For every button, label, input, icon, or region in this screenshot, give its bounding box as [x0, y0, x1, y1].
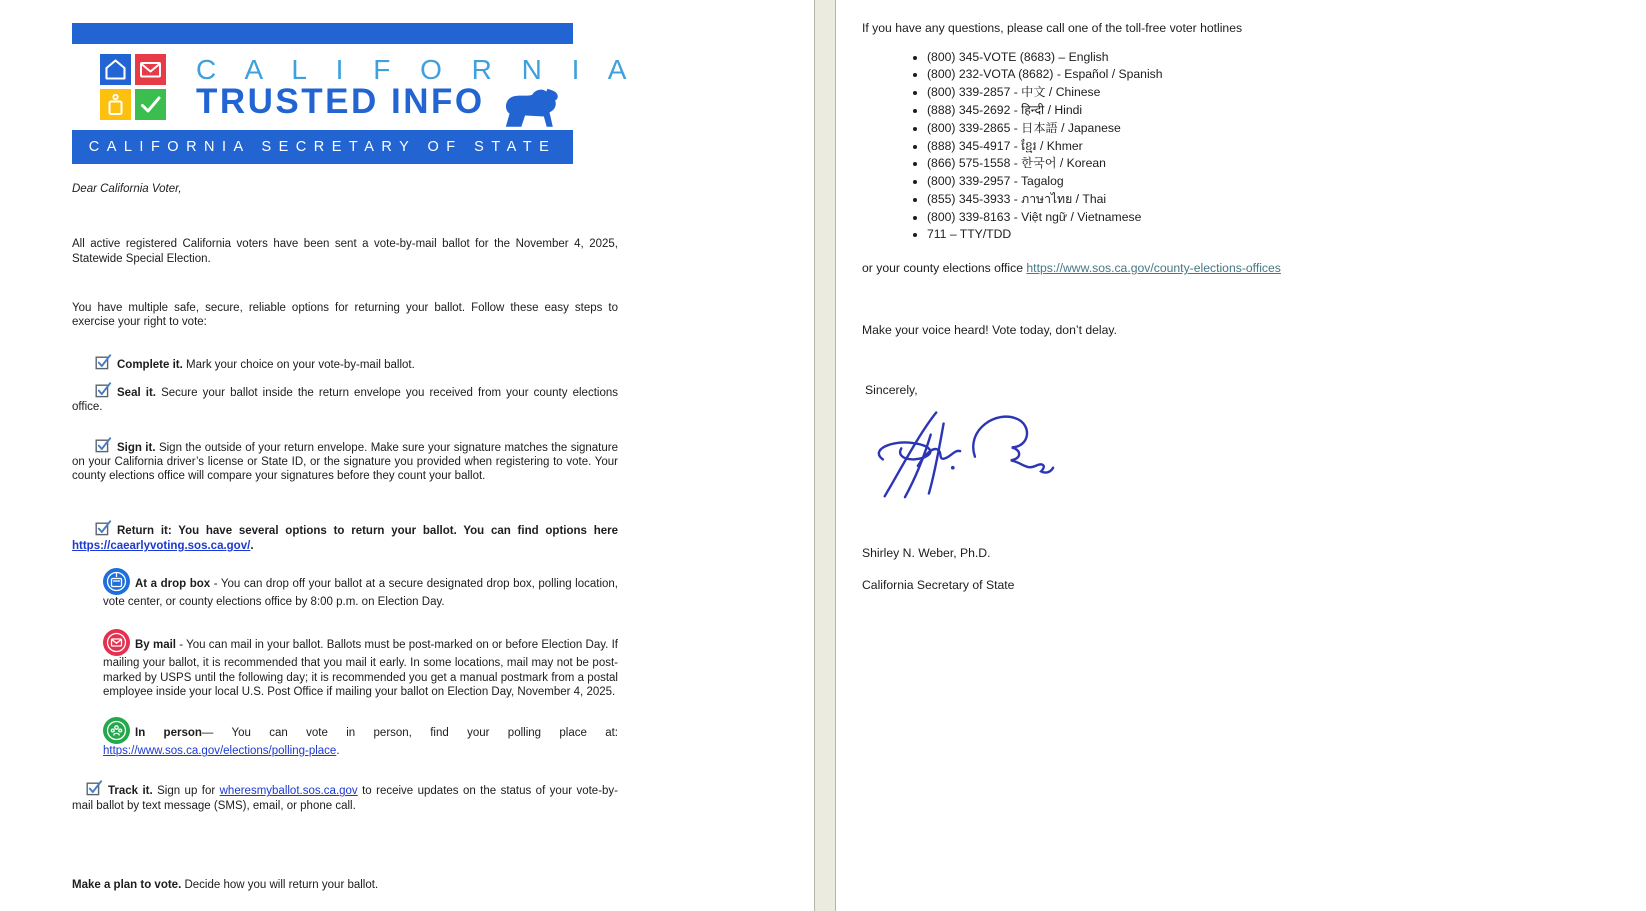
step-text: Mark your choice on your vote-by-mail ballot.	[182, 358, 415, 371]
trusted-info-logo	[72, 23, 638, 164]
county-elections-line	[862, 261, 1461, 276]
polling-place-link[interactable]: https://www.sos.ca.gov/elections/polling-place	[103, 745, 337, 758]
hotline-item: • (800) 339-8163 - Việt ngữ / Vietnamese	[927, 210, 1461, 225]
step-complete-it	[72, 354, 618, 372]
option-sep: —	[201, 727, 232, 740]
signer-title: California Secretary of State	[862, 577, 1015, 592]
hotline-item: • (866) 575-1558 - 한국어 / Korean	[927, 156, 1461, 171]
option-by-mail	[103, 629, 618, 699]
step-return-it	[72, 520, 618, 553]
option-sep: -	[210, 578, 221, 590]
signer-name: Shirley N. Weber, Ph.D.	[862, 546, 991, 561]
paragraph-options-intro: You have multiple safe, secure, reliable options for returning your ballot. Follow these easy steps to exercise your right to vote:	[72, 302, 618, 329]
letter-page-1	[0, 0, 814, 911]
drop-box-icon	[103, 568, 130, 595]
closing-rest: Decide how you will return your ballot.	[181, 879, 379, 892]
paragraph-ballot-sent: All active registered California voters have been sent a vote-by-mail ballot for the November 4, 2025, Statewide Special Election.	[72, 238, 618, 265]
step-title: Return it: You have several options to return your ballot. You can find options here	[117, 525, 618, 538]
checkbox-check-icon	[95, 354, 112, 370]
option-text: You can vote in person, find your polling place at:	[231, 727, 618, 740]
wheresmyballot-link[interactable]: wheresmyballot.sos.ca.gov	[219, 785, 358, 798]
after-link-period: .	[250, 539, 254, 552]
salutation: Dear California Voter,	[72, 183, 182, 196]
step-text: Secure your ballot inside the return envelope you received from your county elections office.	[72, 386, 618, 414]
ballot-box-icon	[100, 89, 131, 120]
hotline-item: • (888) 345-2692 - हिन्दी / Hindi	[927, 103, 1461, 118]
hotline-item: • (800) 339-2865 - 日本語 / Japanese	[927, 121, 1461, 136]
after-link-period: .	[336, 745, 340, 758]
logo-icon-grid	[100, 54, 166, 120]
hotline-item: • 711 – TTY/TDD	[927, 227, 1461, 242]
page-divider	[814, 0, 836, 911]
step-seal-it	[72, 382, 618, 415]
closing-bold: Make a plan to vote.	[72, 879, 182, 892]
signature-image	[864, 407, 1461, 503]
step-text: Sign up for	[152, 785, 220, 798]
county-text: or your county elections office	[862, 261, 1027, 275]
california-bear-icon	[503, 88, 565, 132]
step-text: to receive updates on the status of your vote-by-mail ballot by text message (SMS), email, or phone call.	[72, 785, 619, 812]
mail-icon	[103, 629, 130, 656]
closing-line	[72, 878, 618, 892]
letter-page-2	[836, 0, 1646, 911]
option-drop-box	[103, 568, 618, 609]
checkbox-check-icon	[95, 382, 112, 398]
checkbox-check-icon	[95, 520, 112, 536]
step-sign-it	[72, 437, 618, 484]
logo-top-bar	[72, 23, 573, 44]
hotline-item: • (855) 345-3933 - ภาษาไทย / Thai	[927, 192, 1461, 207]
option-title: By mail	[135, 639, 176, 652]
option-in-person	[103, 717, 618, 758]
sincerely-line: Sincerely,	[865, 383, 918, 398]
option-title: At a drop box	[135, 578, 211, 590]
hotline-list	[862, 50, 1461, 242]
caearlyvoting-link[interactable]: https://caearlyvoting.sos.ca.gov/	[72, 539, 251, 552]
hotline-item: • (800) 232-VOTA (8682) - Español / Spanish	[927, 67, 1461, 82]
logo-banner-text: CALIFORNIA SECRETARY OF STATE	[72, 130, 573, 164]
checkmark-icon	[135, 89, 166, 120]
step-track-it	[72, 780, 618, 813]
step-text: Sign the outside of your return envelope. Make sure your signature matches the signature on your California driver’s license or State ID, or the signature you provided when registering to vote. Your county elections office will compare your signatures before they count your ballot.	[72, 441, 618, 483]
option-title: In person	[135, 727, 202, 740]
step-title: Sign it.	[117, 441, 156, 454]
hotline-item: • (800) 345-VOTE (8683) – English	[927, 50, 1461, 65]
hotline-item: • (800) 339-2857 - 中文 / Chinese	[927, 85, 1461, 100]
option-text: You can drop off your ballot at a secure designated drop box, polling location, vote center, or county elections office by 8:00 p.m. on Election Day.	[103, 578, 618, 608]
envelope-icon	[135, 54, 166, 85]
hotline-item: • (800) 339-2957 - Tagalog	[927, 174, 1461, 189]
logo-trusted-info-text: TRUSTED INFO	[196, 82, 485, 122]
voice-heard-line: Make your voice heard! Vote today, don’t delay.	[862, 322, 1117, 337]
in-person-icon	[103, 717, 130, 744]
step-title: Track it.	[108, 785, 153, 798]
logo-california-text: C A L I F O R N I A	[196, 54, 638, 85]
step-title: Complete it.	[117, 358, 183, 371]
hotline-intro: If you have any questions, please call one of the toll-free voter hotlines	[862, 21, 1243, 35]
step-title: Seal it.	[117, 386, 156, 399]
checkbox-check-icon	[86, 780, 103, 796]
option-sep: -	[175, 639, 187, 652]
house-icon	[100, 54, 131, 85]
option-text: You can mail in your ballot. Ballots must be post-marked on or before Election Day. If mailing your ballot, it is recommended that you mail it early. In some locations, mail may not be post-marked by USPS until the following day; it is recommended you get a manual postmark from a postal employee inside your local U.S. Post Office if mailing your ballot on Election Day, November 4, 2025.	[103, 639, 618, 698]
checkbox-check-icon	[95, 437, 112, 453]
county-elections-link[interactable]: https://www.sos.ca.gov/county-elections-offices	[1026, 261, 1281, 275]
hotline-item: • (888) 345-4917 - ខ្មែរ / Khmer	[927, 139, 1461, 154]
